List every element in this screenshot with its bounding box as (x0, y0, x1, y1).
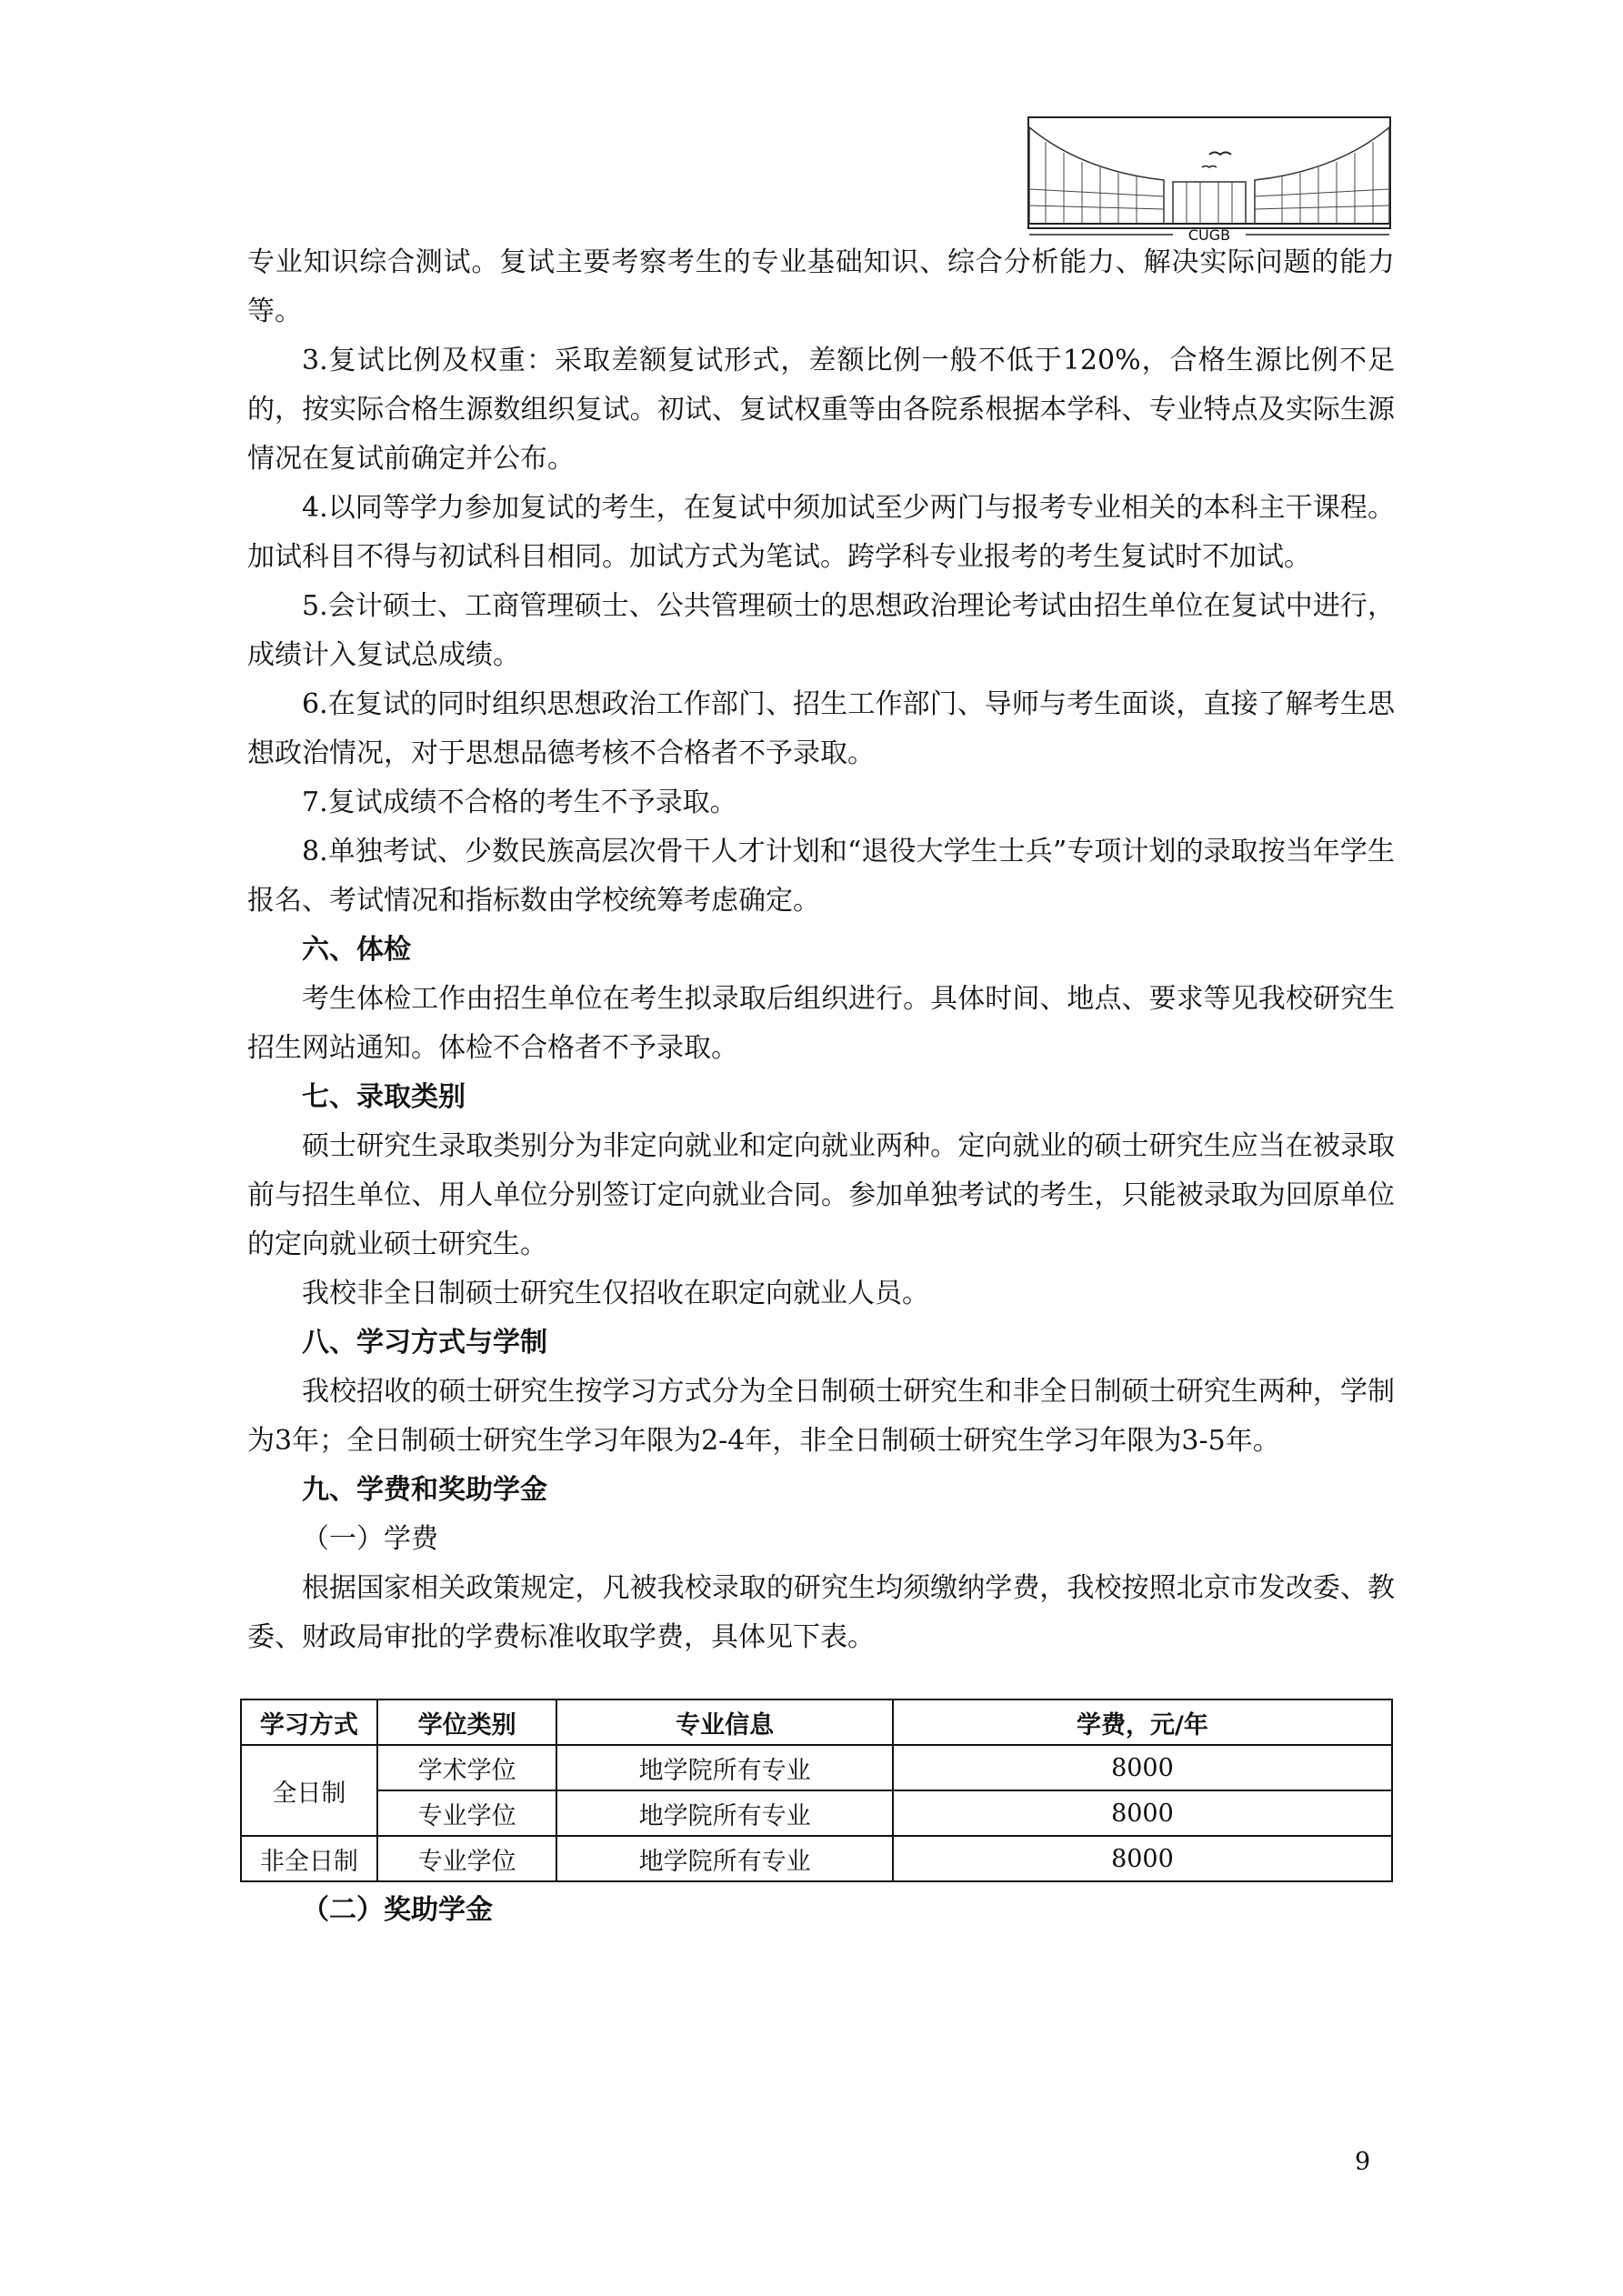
subsection-heading: （一）学费 (302, 1523, 438, 1555)
paragraph: 我校招收的硕士研究生按学习方式分为全日制硕士研究生和非全日制硕士研究生两种，学制为3年；全日制硕士研究生学习年限为2-4年，非全日制硕士研究生学习年限为3-5年。 (247, 1376, 1395, 1457)
paragraph: 专业知识综合测试。复试主要考察考生的专业基础知识、综合分析能力、解决实际问题的能力等。 (247, 246, 1395, 327)
table-cell-fee: 8000 (893, 1836, 1392, 1881)
column-header: 学位类别 (377, 1699, 557, 1745)
table-header-row (241, 1699, 1392, 1745)
column-header: 专业信息 (556, 1699, 892, 1745)
table-row (241, 1745, 1392, 1790)
table-cell-degree: 学术学位 (377, 1745, 557, 1790)
table-cell-degree: 专业学位 (377, 1790, 557, 1836)
section-heading: 八、学习方式与学制 (302, 1327, 547, 1359)
list-item: 7.复试成绩不合格的考生不予录取。 (302, 787, 737, 818)
column-header: 学费，元/年 (893, 1699, 1392, 1745)
table-cell-fee: 8000 (893, 1790, 1392, 1836)
list-item: 4.以同等学力参加复试的考生，在复试中须加试至少两门与报考专业相关的本科主干课程。加试科目不得与初试科目相同。加试方式为笔试。跨学科专业报考的考生复试时不加试。 (247, 492, 1395, 573)
paragraph: 硕士研究生录取类别分为非定向就业和定向就业两种。定向就业的硕士研究生应当在被录取前与招生单位、用人单位分别签订定向就业合同。参加单独考试的考生，只能被录取为回原单位的定向就业硕士研究生。 (247, 1130, 1395, 1260)
logo-text: CUGB (1187, 226, 1231, 242)
table-cell-degree: 专业学位 (377, 1836, 557, 1881)
table-cell-major: 地学院所有专业 (556, 1836, 892, 1881)
table-cell-fee: 8000 (893, 1745, 1392, 1790)
list-item: 6.在复试的同时组织思想政治工作部门、招生工作部门、导师与考生面谈，直接了解考生思想政治情况，对于思想品德考核不合格者不予录取。 (247, 688, 1395, 769)
column-header: 学习方式 (241, 1699, 377, 1745)
table-cell-major: 地学院所有专业 (556, 1790, 892, 1836)
table-row (241, 1790, 1392, 1836)
table-cell-mode: 全日制 (241, 1745, 377, 1836)
subsection-heading: （二）奖助学金 (302, 1894, 493, 1926)
list-item: 8.单独考试、少数民族高层次骨干人才计划和“退役大学生士兵”专项计划的录取按当年学生报名、考试情况和指标数由学校统筹考虑确定。 (247, 836, 1395, 917)
section-heading: 九、学费和奖助学金 (302, 1474, 547, 1506)
table-cell-major: 地学院所有专业 (556, 1745, 892, 1790)
university-logo (1027, 116, 1391, 242)
paragraph: 考生体检工作由招生单位在考生拟录取后组织进行。具体时间、地点、要求等见我校研究生招生网站通知。体检不合格者不予录取。 (247, 983, 1395, 1064)
table-cell-mode: 非全日制 (241, 1836, 377, 1881)
page-number: 9 (1355, 2148, 1371, 2176)
paragraph: 根据国家相关政策规定，凡被我校录取的研究生均须缴纳学费，我校按照北京市发改委、教委、财政局审批的学费标准收取学费，具体见下表。 (247, 1572, 1395, 1653)
paragraph: 我校非全日制硕士研究生仅招收在职定向就业人员。 (302, 1278, 929, 1309)
tuition-table (240, 1699, 1393, 1882)
list-item: 5.会计硕士、工商管理硕士、公共管理硕士的思想政治理论考试由招生单位在复试中进行，成绩计入复试总成绩。 (247, 590, 1395, 671)
document-body (247, 238, 1395, 1935)
section-heading: 六、体检 (302, 934, 411, 966)
section-heading: 七、录取类别 (302, 1081, 466, 1113)
list-item: 3.复试比例及权重：采取差额复试形式，差额比例一般不低于120%，合格生源比例不足的，按实际合格生源数组织复试。初试、复试权重等由各院系根据本学科、专业特点及实际生源情况在复试前确定并公布。 (247, 345, 1395, 475)
table-row (241, 1836, 1392, 1881)
